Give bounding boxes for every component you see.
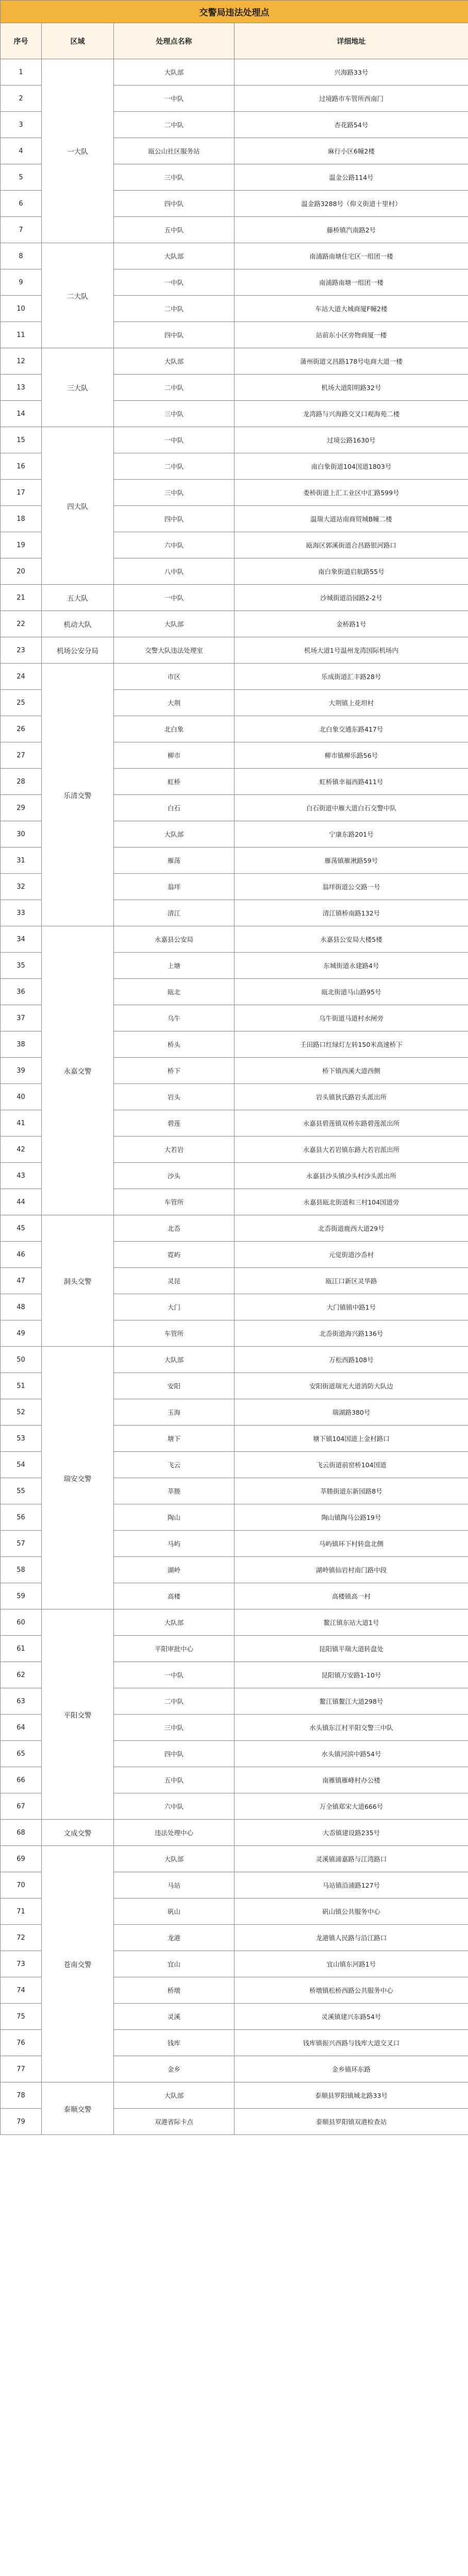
row-point-name: 双港省际卡点 bbox=[114, 2109, 235, 2135]
row-seq: 66 bbox=[1, 1767, 42, 1793]
row-corps: 二大队 bbox=[42, 243, 114, 348]
row-seq: 23 bbox=[1, 637, 42, 664]
row-seq: 79 bbox=[1, 2109, 42, 2135]
row-point-name: 宜山 bbox=[114, 1951, 235, 1977]
row-point-name: 违法处理中心 bbox=[114, 1820, 235, 1846]
row-seq: 53 bbox=[1, 1426, 42, 1452]
row-seq: 72 bbox=[1, 1925, 42, 1951]
row-address: 沙城街道沿园路2-2号 bbox=[235, 585, 468, 611]
row-point-name: 清江 bbox=[114, 900, 235, 926]
row-point-name: 市区 bbox=[114, 664, 235, 690]
row-seq: 18 bbox=[1, 506, 42, 532]
row-seq: 11 bbox=[1, 322, 42, 348]
row-point-name: 一中队 bbox=[114, 86, 235, 112]
row-seq: 71 bbox=[1, 1899, 42, 1925]
row-seq: 8 bbox=[1, 243, 42, 269]
row-point-name: 大队部 bbox=[114, 1347, 235, 1373]
row-point-name: 塘下 bbox=[114, 1426, 235, 1452]
row-point-name: 大队部 bbox=[114, 821, 235, 848]
row-seq: 48 bbox=[1, 1294, 42, 1320]
row-point-name: 一中队 bbox=[114, 585, 235, 611]
row-address: 站前东小区旁物商厦一楼 bbox=[235, 322, 468, 348]
row-address: 金乡镇环东路 bbox=[235, 2056, 468, 2082]
row-point-name: 车管所 bbox=[114, 1189, 235, 1215]
row-address: 塘下镇104国道上金村路口 bbox=[235, 1426, 468, 1452]
row-seq: 40 bbox=[1, 1084, 42, 1110]
table-row bbox=[1, 243, 468, 269]
row-seq: 45 bbox=[1, 1215, 42, 1242]
row-point-name: 上塘 bbox=[114, 953, 235, 979]
row-seq: 26 bbox=[1, 716, 42, 742]
row-address: 岩头镇狄氏路岩头派出所 bbox=[235, 1084, 468, 1110]
row-address: 鳌江镇鳌江大道298号 bbox=[235, 1688, 468, 1715]
row-address: 杏花路54号 bbox=[235, 112, 468, 138]
row-address: 水头镇河滨中路54号 bbox=[235, 1741, 468, 1767]
row-point-name: 虹桥 bbox=[114, 769, 235, 795]
row-point-name: 交警大队违法处理室 bbox=[114, 637, 235, 664]
row-address: 车站大道大城商厦F幢2楼 bbox=[235, 296, 468, 322]
row-address: 水头镇东江村平阳交警三中队 bbox=[235, 1715, 468, 1741]
row-point-name: 大队部 bbox=[114, 243, 235, 269]
row-address: 宜山镇东河路1号 bbox=[235, 1951, 468, 1977]
row-seq: 4 bbox=[1, 138, 42, 164]
row-point-name: 乌牛 bbox=[114, 1005, 235, 1031]
row-seq: 64 bbox=[1, 1715, 42, 1741]
row-seq: 5 bbox=[1, 164, 42, 191]
row-seq: 17 bbox=[1, 480, 42, 506]
row-corps: 五大队 bbox=[42, 585, 114, 611]
row-point-name: 八中队 bbox=[114, 558, 235, 585]
row-point-name: 柳市 bbox=[114, 742, 235, 769]
row-point-name: 五中队 bbox=[114, 1767, 235, 1793]
row-seq: 41 bbox=[1, 1110, 42, 1137]
row-corps: 三大队 bbox=[42, 348, 114, 427]
row-point-name: 三中队 bbox=[114, 480, 235, 506]
row-address: 瓯北街道马山路95号 bbox=[235, 979, 468, 1005]
row-corps: 乐清交警 bbox=[42, 664, 114, 926]
row-address: 湖岭镇仙岩村南门路中段 bbox=[235, 1557, 468, 1583]
row-address: 壬田路口红绿灯左转150米高速桥下 bbox=[235, 1031, 468, 1058]
row-seq: 70 bbox=[1, 1872, 42, 1899]
row-corps: 瑞安交警 bbox=[42, 1347, 114, 1609]
row-seq: 24 bbox=[1, 664, 42, 690]
table-row bbox=[1, 1215, 468, 1242]
row-point-name: 桥墩 bbox=[114, 1977, 235, 2004]
row-seq: 59 bbox=[1, 1583, 42, 1609]
row-seq: 67 bbox=[1, 1793, 42, 1820]
row-seq: 35 bbox=[1, 953, 42, 979]
header-seq: 序号 bbox=[1, 23, 42, 59]
row-seq: 73 bbox=[1, 1951, 42, 1977]
row-point-name: 马站 bbox=[114, 1872, 235, 1899]
row-seq: 22 bbox=[1, 611, 42, 637]
row-point-name: 大队部 bbox=[114, 348, 235, 375]
row-address: 陶山镇陶马公路19号 bbox=[235, 1504, 468, 1531]
header-corps: 区域 bbox=[42, 23, 114, 59]
table-row bbox=[1, 611, 468, 637]
row-address: 万松西路108号 bbox=[235, 1347, 468, 1373]
row-seq: 6 bbox=[1, 191, 42, 217]
row-seq: 65 bbox=[1, 1741, 42, 1767]
row-corps: 平阳交警 bbox=[42, 1609, 114, 1820]
header-row bbox=[1, 23, 468, 59]
row-point-name: 六中队 bbox=[114, 532, 235, 558]
row-seq: 74 bbox=[1, 1977, 42, 2004]
row-point-name: 三中队 bbox=[114, 1715, 235, 1741]
row-point-name: 马屿 bbox=[114, 1531, 235, 1557]
row-point-name: 四中队 bbox=[114, 1741, 235, 1767]
row-seq: 3 bbox=[1, 112, 42, 138]
row-corps: 苍南交警 bbox=[42, 1846, 114, 2082]
row-point-name: 大队部 bbox=[114, 59, 235, 86]
row-address: 温金公路114号 bbox=[235, 164, 468, 191]
row-seq: 43 bbox=[1, 1163, 42, 1189]
row-seq: 34 bbox=[1, 926, 42, 953]
row-seq: 58 bbox=[1, 1557, 42, 1583]
row-point-name: 岩头 bbox=[114, 1084, 235, 1110]
row-point-name: 金乡 bbox=[114, 2056, 235, 2082]
row-point-name: 莘塍 bbox=[114, 1478, 235, 1504]
row-point-name: 四中队 bbox=[114, 191, 235, 217]
row-seq: 39 bbox=[1, 1058, 42, 1084]
row-seq: 36 bbox=[1, 979, 42, 1005]
row-seq: 7 bbox=[1, 217, 42, 243]
row-seq: 63 bbox=[1, 1688, 42, 1715]
row-point-name: 大门 bbox=[114, 1294, 235, 1320]
row-point-name: 桥头 bbox=[114, 1031, 235, 1058]
row-address: 北岙街道海兴路136号 bbox=[235, 1320, 468, 1347]
row-point-name: 玉海 bbox=[114, 1399, 235, 1426]
row-point-name: 一中队 bbox=[114, 269, 235, 296]
row-point-name: 安阳 bbox=[114, 1373, 235, 1399]
row-seq: 78 bbox=[1, 2082, 42, 2109]
row-seq: 13 bbox=[1, 375, 42, 401]
row-seq: 76 bbox=[1, 2030, 42, 2056]
row-seq: 38 bbox=[1, 1031, 42, 1058]
row-seq: 19 bbox=[1, 532, 42, 558]
row-corps: 泰顺交警 bbox=[42, 2082, 114, 2135]
row-seq: 54 bbox=[1, 1452, 42, 1478]
row-point-name: 二中队 bbox=[114, 296, 235, 322]
row-address: 温金路3288号（仰义街道十里村） bbox=[235, 191, 468, 217]
row-address: 南白象街道启航路55号 bbox=[235, 558, 468, 585]
row-seq: 32 bbox=[1, 874, 42, 900]
row-point-name: 翁垟 bbox=[114, 874, 235, 900]
row-seq: 28 bbox=[1, 769, 42, 795]
row-point-name: 六中队 bbox=[114, 1793, 235, 1820]
row-address: 马屿镇环下村转盘北侧 bbox=[235, 1531, 468, 1557]
row-address: 龙湾路与兴海路交叉口观海苑二楼 bbox=[235, 401, 468, 427]
row-point-name: 大队部 bbox=[114, 1609, 235, 1636]
row-point-name: 矾山 bbox=[114, 1899, 235, 1925]
row-point-name: 瓯公山社区服务站 bbox=[114, 138, 235, 164]
row-corps: 机动大队 bbox=[42, 611, 114, 637]
row-point-name: 二中队 bbox=[114, 375, 235, 401]
row-address: 灵溪镇浦嘉路与江湾路口 bbox=[235, 1846, 468, 1872]
row-address: 万全镇郑宋大道666号 bbox=[235, 1793, 468, 1820]
row-address: 南浦路南塘住宅区一组团一楼 bbox=[235, 243, 468, 269]
row-seq: 55 bbox=[1, 1478, 42, 1504]
table-title: 交警局违法处理点 bbox=[1, 1, 468, 23]
row-corps: 四大队 bbox=[42, 427, 114, 585]
row-address: 永嘉县沙头镇沙头村沙头派出所 bbox=[235, 1163, 468, 1189]
row-seq: 27 bbox=[1, 742, 42, 769]
row-address: 过境路市车管所西南门 bbox=[235, 86, 468, 112]
row-address: 桥墩镇松桥西路公共服务中心 bbox=[235, 1977, 468, 2004]
row-address: 大门镇镇中路1号 bbox=[235, 1294, 468, 1320]
row-seq: 62 bbox=[1, 1662, 42, 1688]
table-row bbox=[1, 59, 468, 86]
row-corps: 文成交警 bbox=[42, 1820, 114, 1846]
row-seq: 33 bbox=[1, 900, 42, 926]
row-point-name: 二中队 bbox=[114, 112, 235, 138]
row-point-name: 一中队 bbox=[114, 427, 235, 453]
row-seq: 15 bbox=[1, 427, 42, 453]
row-address: 灵溪镇建兴东路54号 bbox=[235, 2004, 468, 2030]
table-row bbox=[1, 585, 468, 611]
row-seq: 44 bbox=[1, 1189, 42, 1215]
row-seq: 49 bbox=[1, 1320, 42, 1347]
row-address: 机场大道阳明路32号 bbox=[235, 375, 468, 401]
row-seq: 10 bbox=[1, 296, 42, 322]
row-seq: 25 bbox=[1, 690, 42, 716]
row-address: 虹桥镇幸福西路411号 bbox=[235, 769, 468, 795]
row-corps: 一大队 bbox=[42, 59, 114, 243]
row-point-name: 龙港 bbox=[114, 1925, 235, 1951]
row-address: 桥下镇西溪大道西侧 bbox=[235, 1058, 468, 1084]
row-seq: 9 bbox=[1, 269, 42, 296]
row-address: 钱库镇振兴西路与钱库大道交叉口 bbox=[235, 2030, 468, 2056]
row-seq: 68 bbox=[1, 1820, 42, 1846]
table-row bbox=[1, 1609, 468, 1636]
row-point-name: 北岙 bbox=[114, 1215, 235, 1242]
row-point-name: 霓屿 bbox=[114, 1242, 235, 1268]
row-address: 藤桥镇汽南路2号 bbox=[235, 217, 468, 243]
row-seq: 20 bbox=[1, 558, 42, 585]
row-address: 东城街道永建路4号 bbox=[235, 953, 468, 979]
row-point-name: 车管所 bbox=[114, 1320, 235, 1347]
row-address: 飞云街道前窑桥104国道 bbox=[235, 1452, 468, 1478]
row-address: 南浦路南塘一组团一楼 bbox=[235, 269, 468, 296]
row-point-name: 北白象 bbox=[114, 716, 235, 742]
row-point-name: 湖岭 bbox=[114, 1557, 235, 1583]
row-point-name: 一中队 bbox=[114, 1662, 235, 1688]
title-row bbox=[1, 1, 468, 23]
row-corps: 机场公安分局 bbox=[42, 637, 114, 664]
row-point-name: 飞云 bbox=[114, 1452, 235, 1478]
row-address: 昆阳镇平瑞大道转盘处 bbox=[235, 1636, 468, 1662]
row-point-name: 高楼 bbox=[114, 1583, 235, 1609]
table-row bbox=[1, 348, 468, 375]
row-address: 机场大道1号温州龙湾国际机场内 bbox=[235, 637, 468, 664]
row-address: 南雁镇雁峰村办公楼 bbox=[235, 1767, 468, 1793]
row-point-name: 瓯北 bbox=[114, 979, 235, 1005]
row-address: 金桥路1号 bbox=[235, 611, 468, 637]
row-point-name: 大队部 bbox=[114, 1846, 235, 1872]
row-address: 翁垟街道公交路一号 bbox=[235, 874, 468, 900]
row-address: 高楼镇高一村 bbox=[235, 1583, 468, 1609]
row-address: 龙港镇人民路与沿江路口 bbox=[235, 1925, 468, 1951]
row-address: 娄桥街道上汇工业区中汇路599号 bbox=[235, 480, 468, 506]
row-point-name: 灵溪 bbox=[114, 2004, 235, 2030]
row-point-name: 大荆 bbox=[114, 690, 235, 716]
row-seq: 52 bbox=[1, 1399, 42, 1426]
row-address: 鳌江镇东站大道1号 bbox=[235, 1609, 468, 1636]
row-point-name: 大若岩 bbox=[114, 1137, 235, 1163]
row-corps: 洞头交警 bbox=[42, 1215, 114, 1347]
row-seq: 2 bbox=[1, 86, 42, 112]
row-point-name: 白石 bbox=[114, 795, 235, 821]
table-row bbox=[1, 1820, 468, 1846]
row-seq: 56 bbox=[1, 1504, 42, 1531]
table-row bbox=[1, 1846, 468, 1872]
row-point-name: 四中队 bbox=[114, 506, 235, 532]
row-seq: 1 bbox=[1, 59, 42, 86]
row-seq: 31 bbox=[1, 848, 42, 874]
row-seq: 61 bbox=[1, 1636, 42, 1662]
row-seq: 29 bbox=[1, 795, 42, 821]
row-point-name: 桥下 bbox=[114, 1058, 235, 1084]
row-address: 瓯江口新区灵华路 bbox=[235, 1268, 468, 1294]
row-point-name: 陶山 bbox=[114, 1504, 235, 1531]
row-seq: 21 bbox=[1, 585, 42, 611]
row-point-name: 灵昆 bbox=[114, 1268, 235, 1294]
row-seq: 12 bbox=[1, 348, 42, 375]
row-seq: 69 bbox=[1, 1846, 42, 1872]
row-seq: 47 bbox=[1, 1268, 42, 1294]
row-address: 永嘉县碧莲镇双桥东路碧莲派出所 bbox=[235, 1110, 468, 1137]
row-seq: 37 bbox=[1, 1005, 42, 1031]
row-address: 蒲州街道文昌路178号电商大道一楼 bbox=[235, 348, 468, 375]
row-seq: 77 bbox=[1, 2056, 42, 2082]
row-address: 柳市镇柳乐路56号 bbox=[235, 742, 468, 769]
row-address: 温瑞大道站南商贸城B幢二楼 bbox=[235, 506, 468, 532]
row-address: 南白象街道104国道1803号 bbox=[235, 453, 468, 480]
row-point-name: 三中队 bbox=[114, 401, 235, 427]
row-address: 雁荡镇雁湫路59号 bbox=[235, 848, 468, 874]
row-point-name: 四中队 bbox=[114, 322, 235, 348]
row-address: 乌牛街道马道村水闸旁 bbox=[235, 1005, 468, 1031]
row-address: 莘塍街道东新园路8号 bbox=[235, 1478, 468, 1504]
row-address: 麻行小区6幢2楼 bbox=[235, 138, 468, 164]
row-address: 矾山镇公共服务中心 bbox=[235, 1899, 468, 1925]
row-corps: 永嘉交警 bbox=[42, 926, 114, 1215]
row-address: 永嘉县大若岩镇东路大若岩派出所 bbox=[235, 1137, 468, 1163]
row-address: 瑞湖路380号 bbox=[235, 1399, 468, 1426]
row-seq: 51 bbox=[1, 1373, 42, 1399]
row-point-name: 平阳审批中心 bbox=[114, 1636, 235, 1662]
row-seq: 16 bbox=[1, 453, 42, 480]
row-seq: 14 bbox=[1, 401, 42, 427]
row-seq: 75 bbox=[1, 2004, 42, 2030]
row-point-name: 沙头 bbox=[114, 1163, 235, 1189]
row-address: 白石街道中雁大道白石交警中队 bbox=[235, 795, 468, 821]
row-address: 元觉街道沙岙村 bbox=[235, 1242, 468, 1268]
row-point-name: 永嘉县公安局 bbox=[114, 926, 235, 953]
row-address: 兴海路33号 bbox=[235, 59, 468, 86]
row-address: 永嘉县瓯北街道和三村104国道旁 bbox=[235, 1189, 468, 1215]
row-point-name: 二中队 bbox=[114, 453, 235, 480]
row-address: 宁康东路201号 bbox=[235, 821, 468, 848]
row-seq: 60 bbox=[1, 1609, 42, 1636]
row-point-name: 三中队 bbox=[114, 164, 235, 191]
row-seq: 30 bbox=[1, 821, 42, 848]
row-point-name: 碧莲 bbox=[114, 1110, 235, 1137]
row-address: 清江镇桥南路132号 bbox=[235, 900, 468, 926]
row-seq: 46 bbox=[1, 1242, 42, 1268]
row-point-name: 雁荡 bbox=[114, 848, 235, 874]
row-address: 安阳街道瑞光大道消防大队边 bbox=[235, 1373, 468, 1399]
header-address: 详细地址 bbox=[235, 23, 468, 59]
row-address: 泰顺县罗阳镇双港检查站 bbox=[235, 2109, 468, 2135]
table-row bbox=[1, 427, 468, 453]
row-seq: 50 bbox=[1, 1347, 42, 1373]
row-address: 北岙街道鹿西大道29号 bbox=[235, 1215, 468, 1242]
row-point-name: 钱库 bbox=[114, 2030, 235, 2056]
row-seq: 57 bbox=[1, 1531, 42, 1557]
row-point-name: 二中队 bbox=[114, 1688, 235, 1715]
table-row bbox=[1, 664, 468, 690]
row-address: 乐成街道汇丰路28号 bbox=[235, 664, 468, 690]
table-row bbox=[1, 1347, 468, 1373]
row-seq: 42 bbox=[1, 1137, 42, 1163]
row-address: 昆阳镇万安路1-10号 bbox=[235, 1662, 468, 1688]
table-row bbox=[1, 637, 468, 664]
row-address: 北白象交通东路417号 bbox=[235, 716, 468, 742]
header-name: 处理点名称 bbox=[114, 23, 235, 59]
row-address: 大荆镇上花坦村 bbox=[235, 690, 468, 716]
row-address: 大岙镇建设路235号 bbox=[235, 1820, 468, 1846]
table-row bbox=[1, 2082, 468, 2109]
row-address: 永嘉县公安局大楼5楼 bbox=[235, 926, 468, 953]
row-address: 泰顺县罗阳镇城北路33号 bbox=[235, 2082, 468, 2109]
row-address: 过境公路1630号 bbox=[235, 427, 468, 453]
row-point-name: 大队部 bbox=[114, 2082, 235, 2109]
row-address: 马站镇沿浦路127号 bbox=[235, 1872, 468, 1899]
table-row bbox=[1, 926, 468, 953]
row-point-name: 大队部 bbox=[114, 611, 235, 637]
row-point-name: 五中队 bbox=[114, 217, 235, 243]
row-address: 瓯海区郭溪街道合昌路银河路口 bbox=[235, 532, 468, 558]
